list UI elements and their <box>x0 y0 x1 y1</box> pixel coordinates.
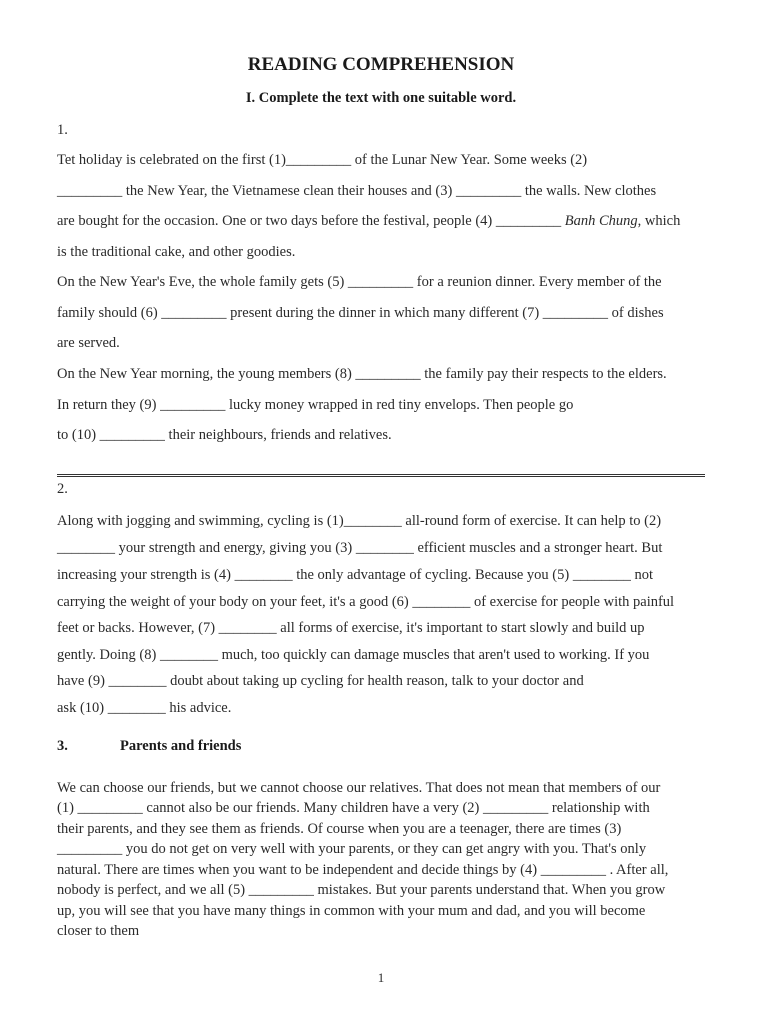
banh-chung-term: Banh Chung <box>564 213 638 229</box>
passage-1-line: On the New Year's Eve, the whole family gets (5) _________ for a reunion dinner. Every member of the <box>57 274 662 290</box>
passage-1-line: In return they (9) _________ lucky money wrapped in red tiny envelops. Then people go <box>57 397 574 413</box>
passage-2-line: gently. Doing (8) ________ much, too quickly can damage muscles that aren't used to working. If you <box>57 647 650 663</box>
passage-1-line: Tet holiday is celebrated on the first (1)_________ of the Lunar New Year. Some weeks (2) <box>57 152 588 168</box>
passage-1-line: is the traditional cake, and other goodies. <box>57 244 296 260</box>
passage-1-line: On the New Year morning, the young members (8) _________ the family pay their respects to the elders. <box>57 366 667 382</box>
page-number: 1 <box>377 970 385 985</box>
passage-1-line: are served. <box>57 335 120 351</box>
passage-1-line: family should (6) _________ present during the dinner in which many different (7) _________ of dishes <box>57 305 664 321</box>
passage-2-line: feet or backs. However, (7) ________ all forms of exercise, it's important to start slowly and build up <box>57 620 645 636</box>
passage-2-line: ________ your strength and energy, giving you (3) ________ efficient muscles and a stronger heart. But <box>57 540 663 556</box>
passage-1-line: _________ the New Year, the Vietnamese clean their houses and (3) _________ the walls. New clothes <box>57 183 657 199</box>
section-divider <box>57 474 705 477</box>
passage-3-number: 3. <box>57 738 68 754</box>
passage-2-line: increasing your strength is (4) ________ the only advantage of cycling. Because you (5) ________ not <box>57 567 653 583</box>
passage-2-number: 2. <box>57 481 68 497</box>
section-instruction: I. Complete the text with one suitable word. <box>245 90 517 106</box>
passage-2-line: have (9) ________ doubt about taking up cycling for health reason, talk to your doctor and <box>57 673 584 689</box>
passage-3-line: their parents, and they see them as friends. Of course when you are a teenager, there are times (3) <box>57 821 622 837</box>
passage-3-line: We can choose our friends, but we cannot choose our relatives. That does not mean that members of our <box>57 780 661 796</box>
passage-3-line: _________ you do not get on very well with your parents, or they can get angry with you. That's only <box>57 841 647 857</box>
passage-3-heading: Parents and friends <box>120 738 242 754</box>
passage-1-number: 1. <box>57 122 68 138</box>
passage-3-line: up, you will see that you have many things in common with your mum and dad, and you will become <box>57 903 646 919</box>
passage-3-line: closer to them <box>57 923 140 939</box>
passage-1-line: to (10) _________ their neighbours, friends and relatives. <box>57 427 392 443</box>
passage-3-line: (1) _________ cannot also be our friends. Many children have a very (2) _________ relationship with <box>57 800 650 816</box>
passage-2-line: carrying the weight of your body on your feet, it's a good (6) ________ of exercise for people with painful <box>57 594 675 610</box>
page-title: READING COMPREHENSION <box>247 54 515 75</box>
passage-2-line: Along with jogging and swimming, cycling is (1)________ all-round form of exercise. It can help to (2) <box>57 513 662 529</box>
passage-3-line: natural. There are times when you want to be independent and decide things by (4) _________ . After all, <box>57 862 669 878</box>
passage-1-line-end: , which <box>637 213 681 229</box>
passage-1-line-text: are bought for the occasion. One or two days before the festival, people (4) _________ <box>57 213 565 229</box>
passage-1-line <box>57 212 717 230</box>
passage-3-line: nobody is perfect, and we all (5) _________ mistakes. But your parents understand that. When you grow <box>57 882 666 898</box>
passage-2-line: ask (10) ________ his advice. <box>57 700 232 716</box>
